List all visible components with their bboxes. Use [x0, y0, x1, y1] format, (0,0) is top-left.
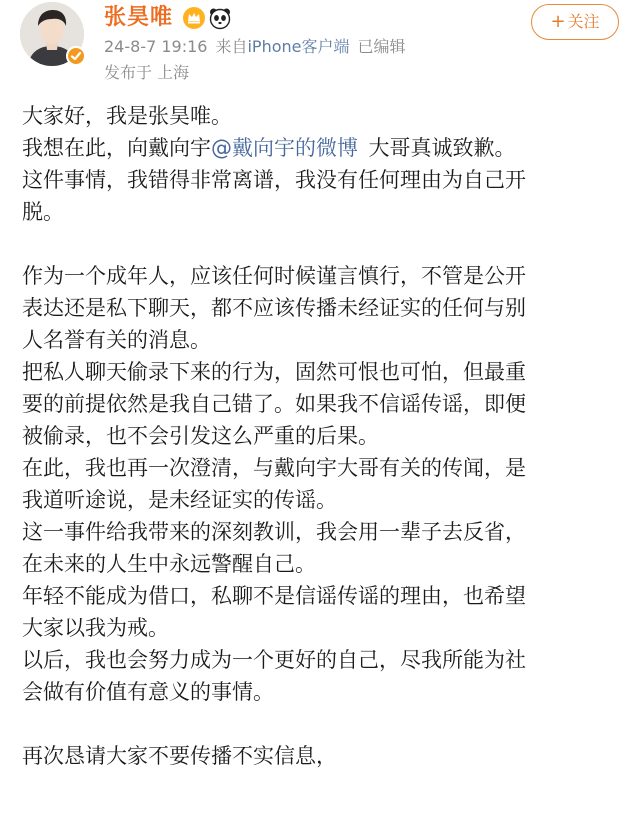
- post-line: 把私人聊天偷录下来的行为，固然可恨也可怕，但最重: [22, 360, 526, 384]
- post-location: 发布于 上海: [104, 63, 190, 82]
- post-line: 在未来的人生中永远警醒自己。: [22, 552, 316, 576]
- post-header: [0, 0, 640, 92]
- source-prefix: 来自: [215, 37, 248, 56]
- post-line: 表达还是私下聊天，都不应该传播未经证实的任何与别: [22, 296, 526, 320]
- post-line: 年轻不能成为借口，私聊不是信谣传谣的理由，也希望: [22, 584, 526, 608]
- post-text: 我想在此，向戴向宇: [22, 136, 211, 160]
- post-line: 大家以我为戒。: [22, 616, 169, 640]
- post-date: 24-8-7 19:16: [104, 37, 208, 56]
- follow-label: 关注: [567, 12, 600, 31]
- post-line: 会做有价值有意义的事情。: [22, 680, 274, 704]
- mention-link[interactable]: @戴向宇的微博: [211, 136, 358, 160]
- username[interactable]: 张昊唯: [104, 5, 174, 30]
- post-line: 以后，我也会努力成为一个更好的自己，尽我所能为社: [22, 648, 526, 672]
- post-line: [22, 132, 622, 164]
- post-line: 这件事情，我错得非常离谱，我没有任何理由为自己开: [22, 168, 526, 192]
- post-line: 人名誉有关的消息。: [22, 328, 211, 352]
- crown-badge-icon[interactable]: [182, 6, 206, 30]
- post-source[interactable]: iPhone客户端: [247, 37, 350, 56]
- post-line: 在此，我也再一次澄清，与戴向宇大哥有关的传闻，是: [22, 456, 526, 480]
- post-line: 再次恳请大家不要传播不实信息，: [22, 744, 337, 768]
- post-line: 脱。: [22, 200, 64, 224]
- post-meta: [104, 37, 406, 57]
- content-fade-overlay: [0, 780, 640, 822]
- post-line: 要的前提依然是我自己错了。如果我不信谣传谣，即便: [22, 392, 526, 416]
- post-text: 大哥真诚致歉。: [368, 136, 516, 160]
- post-content: [22, 100, 622, 772]
- post-line: 我道听途说，是未经证实的传谣。: [22, 488, 337, 512]
- follow-button[interactable]: [531, 4, 619, 40]
- plus-icon: +: [550, 11, 566, 32]
- panda-badge-icon[interactable]: [208, 6, 232, 30]
- post-line: 大家好，我是张昊唯。: [22, 104, 232, 128]
- post-line: 这一事件给我带来的深刻教训，我会用一辈子去反省，: [22, 520, 526, 544]
- post-line: 被偷录，也不会引发这么严重的后果。: [22, 424, 379, 448]
- post-line: 作为一个成年人，应该任何时候谨言慎行，不管是公开: [22, 264, 526, 288]
- edited-label[interactable]: 已编辑: [357, 37, 406, 56]
- verified-badge-icon: [66, 46, 86, 66]
